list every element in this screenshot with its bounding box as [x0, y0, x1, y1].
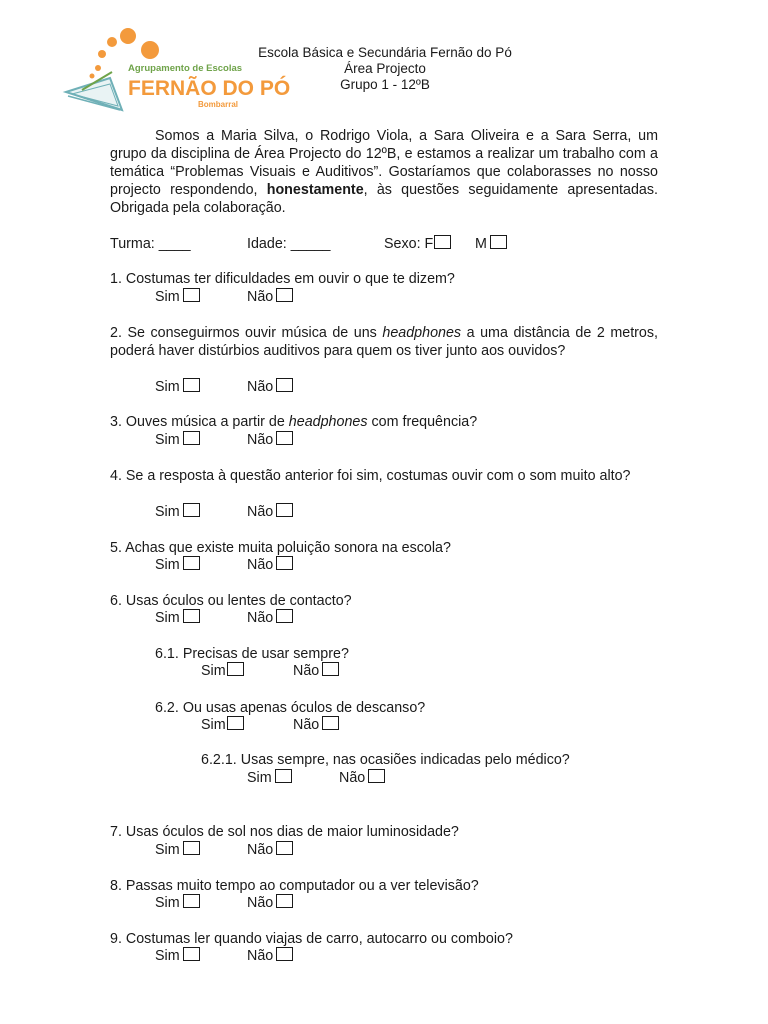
q8-yes-checkbox[interactable] — [183, 894, 200, 908]
intro-paragraph — [110, 127, 658, 217]
question-9: 9. Costumas ler quando viajas de carro, autocarro ou comboio? — [110, 931, 513, 947]
question-4: 4. Se a resposta à questão anterior foi sim, costumas ouvir com o som muito alto? — [110, 468, 631, 484]
q6-2-1-no-option: Não — [339, 769, 385, 787]
sexo-m-option — [475, 235, 507, 253]
q6-2-yes-checkbox[interactable] — [227, 716, 244, 730]
question-7: 7. Usas óculos de sol nos dias de maior luminosidade? — [110, 824, 459, 840]
q8-yes-option: Sim — [155, 894, 200, 912]
sexo-m-checkbox[interactable] — [490, 235, 507, 249]
q4-no-option: Não — [247, 503, 293, 521]
q6-no-checkbox[interactable] — [276, 609, 293, 623]
q1-yes-checkbox[interactable] — [183, 288, 200, 302]
q9-no-checkbox[interactable] — [276, 947, 293, 961]
q2-yes-option: Sim — [155, 378, 200, 396]
intro-text: Somos a Maria Silva, o Rodrigo Viola, a Sara Oliveira e a Sara Serra, um grupo da disciplina de Área Projecto do 12ºB, e estamos a realizar um trabalho com a temática “Problemas Visuais e Auditivos”. Gostaríamos que colaborasses no nosso projecto respondendo, — [110, 128, 658, 198]
q8-no-checkbox[interactable] — [276, 894, 293, 908]
sexo-field — [384, 235, 451, 253]
question-3: 3. Ouves música a partir de headphones com frequência? — [110, 414, 478, 430]
logo-line2: FERNÃO DO PÓ — [128, 77, 291, 100]
q7-yes-checkbox[interactable] — [183, 841, 200, 855]
q6-2-1-no-checkbox[interactable] — [368, 769, 385, 783]
logo-dot — [107, 37, 117, 47]
q3-no-option: Não — [247, 431, 293, 449]
school-name: Escola Básica e Secundária Fernão do Pó — [258, 45, 512, 60]
logo-dot — [120, 28, 136, 44]
q2-yes-checkbox[interactable] — [183, 378, 200, 392]
q6-2-no-checkbox[interactable] — [322, 716, 339, 730]
sexo-f-checkbox[interactable] — [434, 235, 451, 249]
area-name: Área Projecto — [344, 61, 426, 76]
q4-yes-checkbox[interactable] — [183, 503, 200, 517]
q6-1-no-checkbox[interactable] — [322, 662, 339, 676]
q2-no-option: Não — [247, 378, 293, 396]
turma-field[interactable]: Turma: ____ — [110, 236, 191, 252]
question-5: 5. Achas que existe muita poluição sonora na escola? — [110, 540, 451, 556]
logo-line1: Agrupamento de Escolas — [128, 63, 243, 74]
q1-yes-option: Sim — [155, 288, 200, 306]
logo-dot — [98, 50, 106, 58]
q6-2-yes-option: Sim — [201, 716, 244, 734]
group-name: Grupo 1 - 12ºB — [340, 77, 430, 92]
logo-line3: Bombarral — [198, 100, 239, 109]
q4-no-checkbox[interactable] — [276, 503, 293, 517]
question-6: 6. Usas óculos ou lentes de contacto? — [110, 593, 352, 609]
q6-yes-checkbox[interactable] — [183, 609, 200, 623]
logo-dot — [95, 65, 101, 71]
q8-no-option: Não — [247, 894, 293, 912]
question-6-2-1: 6.2.1. Usas sempre, nas ocasiões indicadas pelo médico? — [201, 752, 570, 768]
sexo-f-label: Sexo: F — [384, 236, 434, 252]
q9-no-option: Não — [247, 947, 293, 965]
question-6-1: 6.1. Precisas de usar sempre? — [155, 646, 349, 662]
idade-field[interactable]: Idade: _____ — [247, 236, 331, 252]
sexo-m-label: M — [475, 236, 487, 252]
q9-yes-option: Sim — [155, 947, 200, 965]
question-6-2: 6.2. Ou usas apenas óculos de descanso? — [155, 700, 426, 716]
logo-dot — [90, 74, 95, 79]
q6-2-1-yes-checkbox[interactable] — [275, 769, 292, 783]
q6-1-no-option: Não — [293, 662, 339, 680]
q4-yes-option: Sim — [155, 503, 200, 521]
q3-yes-checkbox[interactable] — [183, 431, 200, 445]
q1-no-option: Não — [247, 288, 293, 306]
q3-yes-option: Sim — [155, 431, 200, 449]
q6-yes-option: Sim — [155, 609, 200, 627]
q2-no-checkbox[interactable] — [276, 378, 293, 392]
q5-no-checkbox[interactable] — [276, 556, 293, 570]
q9-yes-checkbox[interactable] — [183, 947, 200, 961]
q5-yes-checkbox[interactable] — [183, 556, 200, 570]
question-8: 8. Passas muito tempo ao computador ou a ver televisão? — [110, 878, 479, 894]
q7-no-option: Não — [247, 841, 293, 859]
intro-text-end: , às questões seguidamente apresentadas. Obrigada pela colaboração. — [110, 182, 658, 216]
question-2: 2. Se conseguirmos ouvir música de uns headphones a uma distância de 2 metros, poderá haver distúrbios auditivos para quem os tiver junto aos ouvidos? — [110, 325, 658, 359]
q6-1-yes-checkbox[interactable] — [227, 662, 244, 676]
logo-dot — [141, 41, 159, 59]
intro-bold-word: honestamente — [266, 182, 364, 198]
q5-no-option: Não — [247, 556, 293, 574]
q5-yes-option: Sim — [155, 556, 200, 574]
q6-2-no-option: Não — [293, 716, 339, 734]
q1-no-checkbox[interactable] — [276, 288, 293, 302]
q3-no-checkbox[interactable] — [276, 431, 293, 445]
document-header — [200, 45, 570, 93]
q6-2-1-yes-option: Sim — [247, 769, 292, 787]
q7-yes-option: Sim — [155, 841, 200, 859]
question-1: 1. Costumas ter dificuldades em ouvir o que te dizem? — [110, 271, 455, 287]
q6-1-yes-option: Sim — [201, 662, 244, 680]
q7-no-checkbox[interactable] — [276, 841, 293, 855]
q6-no-option: Não — [247, 609, 293, 627]
